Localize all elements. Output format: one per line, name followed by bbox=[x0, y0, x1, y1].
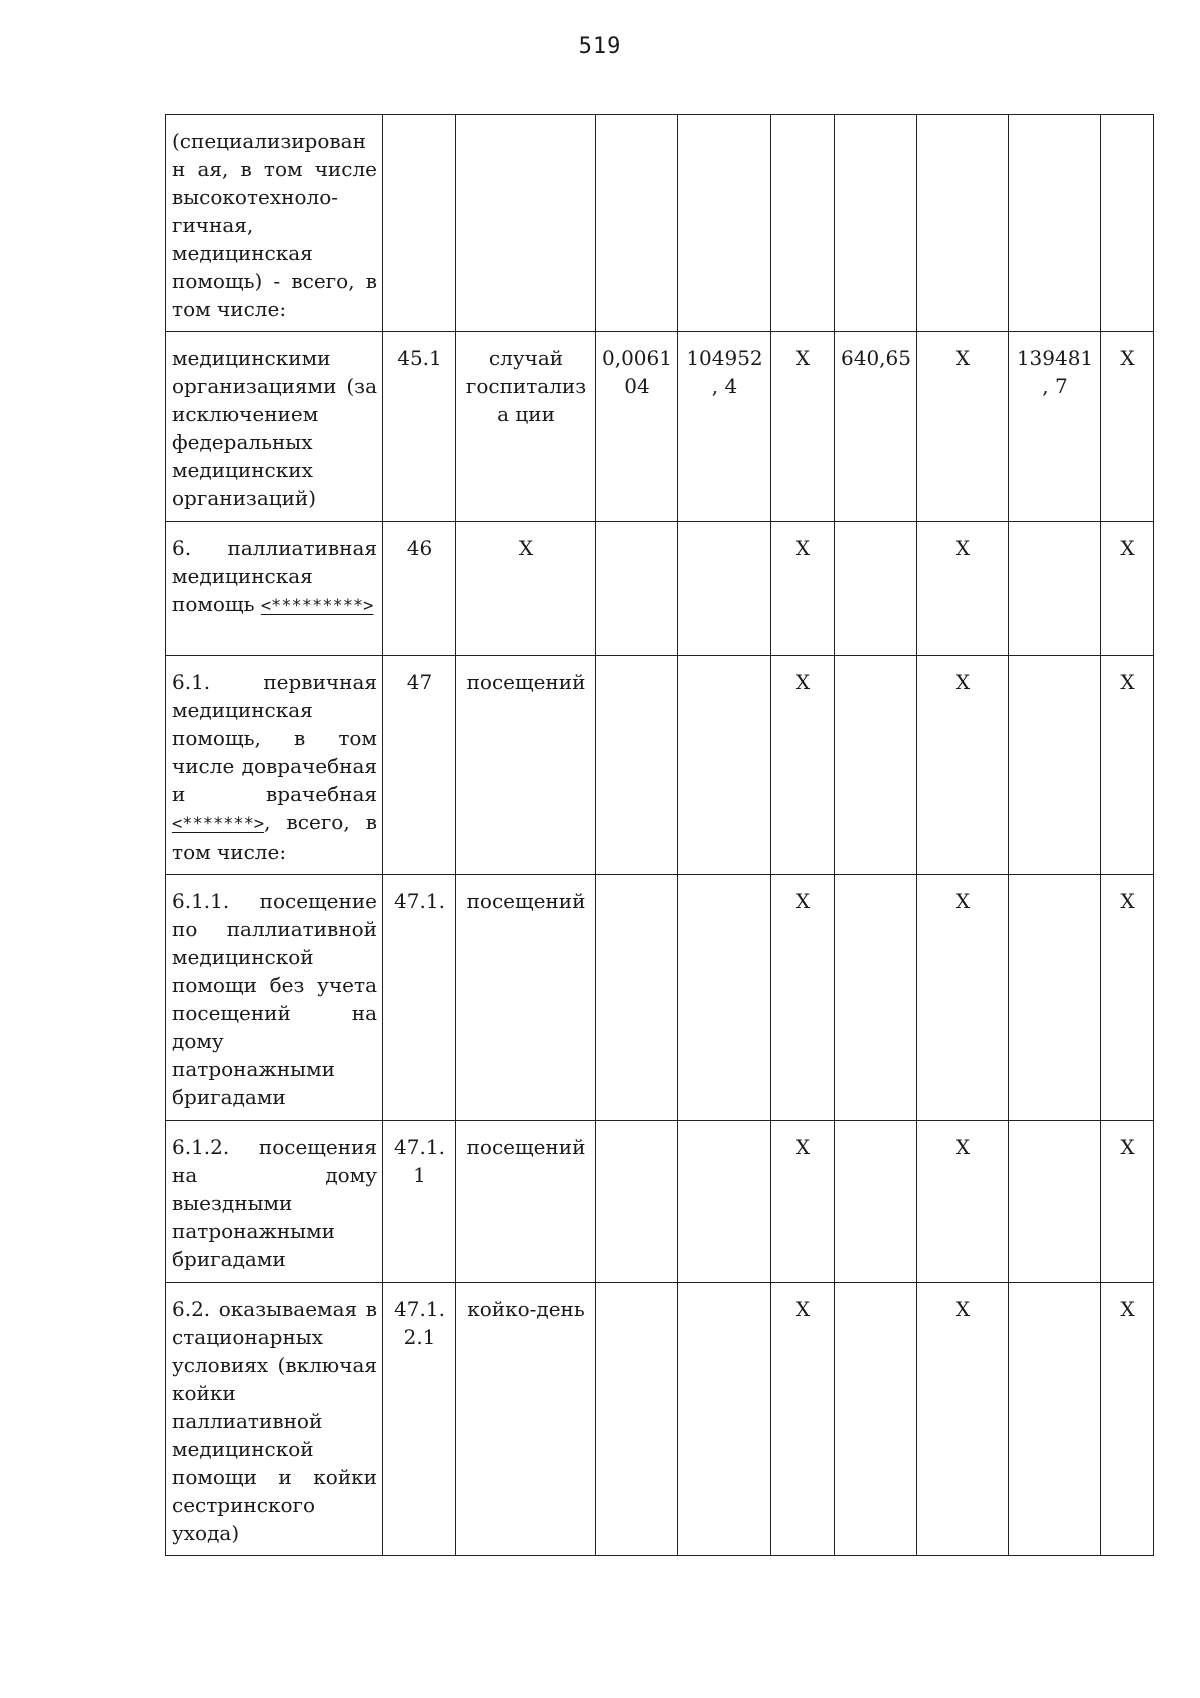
unit-cell: Х bbox=[456, 522, 596, 656]
total-cost-cell bbox=[1009, 1121, 1101, 1283]
unit-cell: посещений bbox=[456, 656, 596, 875]
unit-cell bbox=[456, 115, 596, 332]
total-cost-cell bbox=[1009, 656, 1101, 875]
table-row bbox=[166, 875, 1154, 1121]
cost-per-unit-cell bbox=[678, 115, 771, 332]
per-capita-cell bbox=[835, 522, 917, 656]
value-cell: Х bbox=[917, 875, 1009, 1121]
table-row bbox=[166, 522, 1154, 656]
value-cell: Х bbox=[1101, 1121, 1154, 1283]
value-cell: Х bbox=[917, 332, 1009, 522]
row-code-cell: 46 bbox=[383, 522, 456, 656]
unit-cell: посещений bbox=[456, 1121, 596, 1283]
norm-volume-cell bbox=[596, 875, 678, 1121]
norm-volume-cell bbox=[596, 1283, 678, 1556]
per-capita-cell: 640,65 bbox=[835, 332, 917, 522]
total-cost-cell bbox=[1009, 115, 1101, 332]
footnote-reference-link[interactable]: <*********> bbox=[260, 596, 374, 616]
value-cell: Х bbox=[771, 875, 835, 1121]
value-cell bbox=[917, 115, 1009, 332]
cost-per-unit-cell bbox=[678, 1121, 771, 1283]
per-capita-cell bbox=[835, 1121, 917, 1283]
value-cell: Х bbox=[917, 522, 1009, 656]
norm-volume-cell bbox=[596, 522, 678, 656]
row-label-text: 6. паллиативная медицинская помощь bbox=[172, 536, 377, 616]
value-cell: Х bbox=[771, 1283, 835, 1556]
cost-per-unit-cell bbox=[678, 875, 771, 1121]
row-label-suffix: , всего, в том числе: bbox=[172, 810, 377, 864]
table-body bbox=[166, 115, 1154, 1556]
footnote-reference-link[interactable]: <*******> bbox=[172, 814, 265, 834]
row-code-cell: 47.1. 2.1 bbox=[383, 1283, 456, 1556]
value-cell: Х bbox=[771, 1121, 835, 1283]
unit-cell: койко-день bbox=[456, 1283, 596, 1556]
table-row bbox=[166, 332, 1154, 522]
row-code-cell: 47.1. bbox=[383, 875, 456, 1121]
value-cell: Х bbox=[1101, 656, 1154, 875]
value-cell: Х bbox=[1101, 1283, 1154, 1556]
value-cell bbox=[771, 115, 835, 332]
row-code-cell: 45.1 bbox=[383, 332, 456, 522]
row-label-text: 6.1.1. посещение по паллиативной медицинской помощи без учета посещений на дому патронажными бригадами bbox=[172, 889, 377, 1109]
row-label-text: 6.1. первичная медицинская помощь, в том числе доврачебная и врачебная bbox=[172, 670, 377, 806]
cost-per-unit-cell bbox=[678, 1283, 771, 1556]
row-label-cell bbox=[166, 522, 383, 656]
row-label-cell bbox=[166, 1283, 383, 1556]
cost-per-unit-cell bbox=[678, 656, 771, 875]
per-capita-cell bbox=[835, 115, 917, 332]
row-label-cell bbox=[166, 332, 383, 522]
norm-volume-cell: 0,0061 04 bbox=[596, 332, 678, 522]
value-cell bbox=[1101, 115, 1154, 332]
norm-volume-cell bbox=[596, 115, 678, 332]
norm-volume-cell bbox=[596, 1121, 678, 1283]
row-label-cell bbox=[166, 115, 383, 332]
table-row bbox=[166, 115, 1154, 332]
total-cost-cell bbox=[1009, 1283, 1101, 1556]
value-cell: Х bbox=[771, 332, 835, 522]
data-table bbox=[165, 114, 1154, 1556]
row-label-text: медицинскими организациями (за исключением федеральных медицинских организаций) bbox=[172, 346, 377, 510]
row-label-cell bbox=[166, 1121, 383, 1283]
value-cell: Х bbox=[771, 656, 835, 875]
total-cost-cell: 139481, 7 bbox=[1009, 332, 1101, 522]
row-label-cell bbox=[166, 875, 383, 1121]
page-number: 519 bbox=[578, 34, 622, 59]
value-cell: Х bbox=[1101, 875, 1154, 1121]
value-cell: Х bbox=[917, 1283, 1009, 1556]
value-cell: Х bbox=[771, 522, 835, 656]
value-cell: Х bbox=[1101, 522, 1154, 656]
value-cell: Х bbox=[917, 656, 1009, 875]
value-cell: Х bbox=[1101, 332, 1154, 522]
per-capita-cell bbox=[835, 875, 917, 1121]
unit-cell: посещений bbox=[456, 875, 596, 1121]
norm-volume-cell bbox=[596, 656, 678, 875]
value-cell: Х bbox=[917, 1121, 1009, 1283]
per-capita-cell bbox=[835, 656, 917, 875]
table-row bbox=[166, 656, 1154, 875]
row-label-cell bbox=[166, 656, 383, 875]
unit-cell: случай госпитализа ции bbox=[456, 332, 596, 522]
row-code-cell: 47 bbox=[383, 656, 456, 875]
table-row bbox=[166, 1283, 1154, 1556]
row-code-cell bbox=[383, 115, 456, 332]
cost-per-unit-cell bbox=[678, 522, 771, 656]
per-capita-cell bbox=[835, 1283, 917, 1556]
cost-per-unit-cell: 104952, 4 bbox=[678, 332, 771, 522]
row-label-text: (специализированн ая, в том числе высокотехноло-гичная, медицинская помощь) - всего, в том числе: bbox=[172, 129, 377, 321]
total-cost-cell bbox=[1009, 875, 1101, 1121]
row-label-text: 6.1.2. посещения на дому выездными патронажными бригадами bbox=[172, 1135, 377, 1271]
row-label-text: 6.2. оказываемая в стационарных условиях (включая койки паллиативной медицинской помощи и койки сестринского ухода) bbox=[172, 1297, 377, 1545]
total-cost-cell bbox=[1009, 522, 1101, 656]
row-code-cell: 47.1. 1 bbox=[383, 1121, 456, 1283]
table-row bbox=[166, 1121, 1154, 1283]
